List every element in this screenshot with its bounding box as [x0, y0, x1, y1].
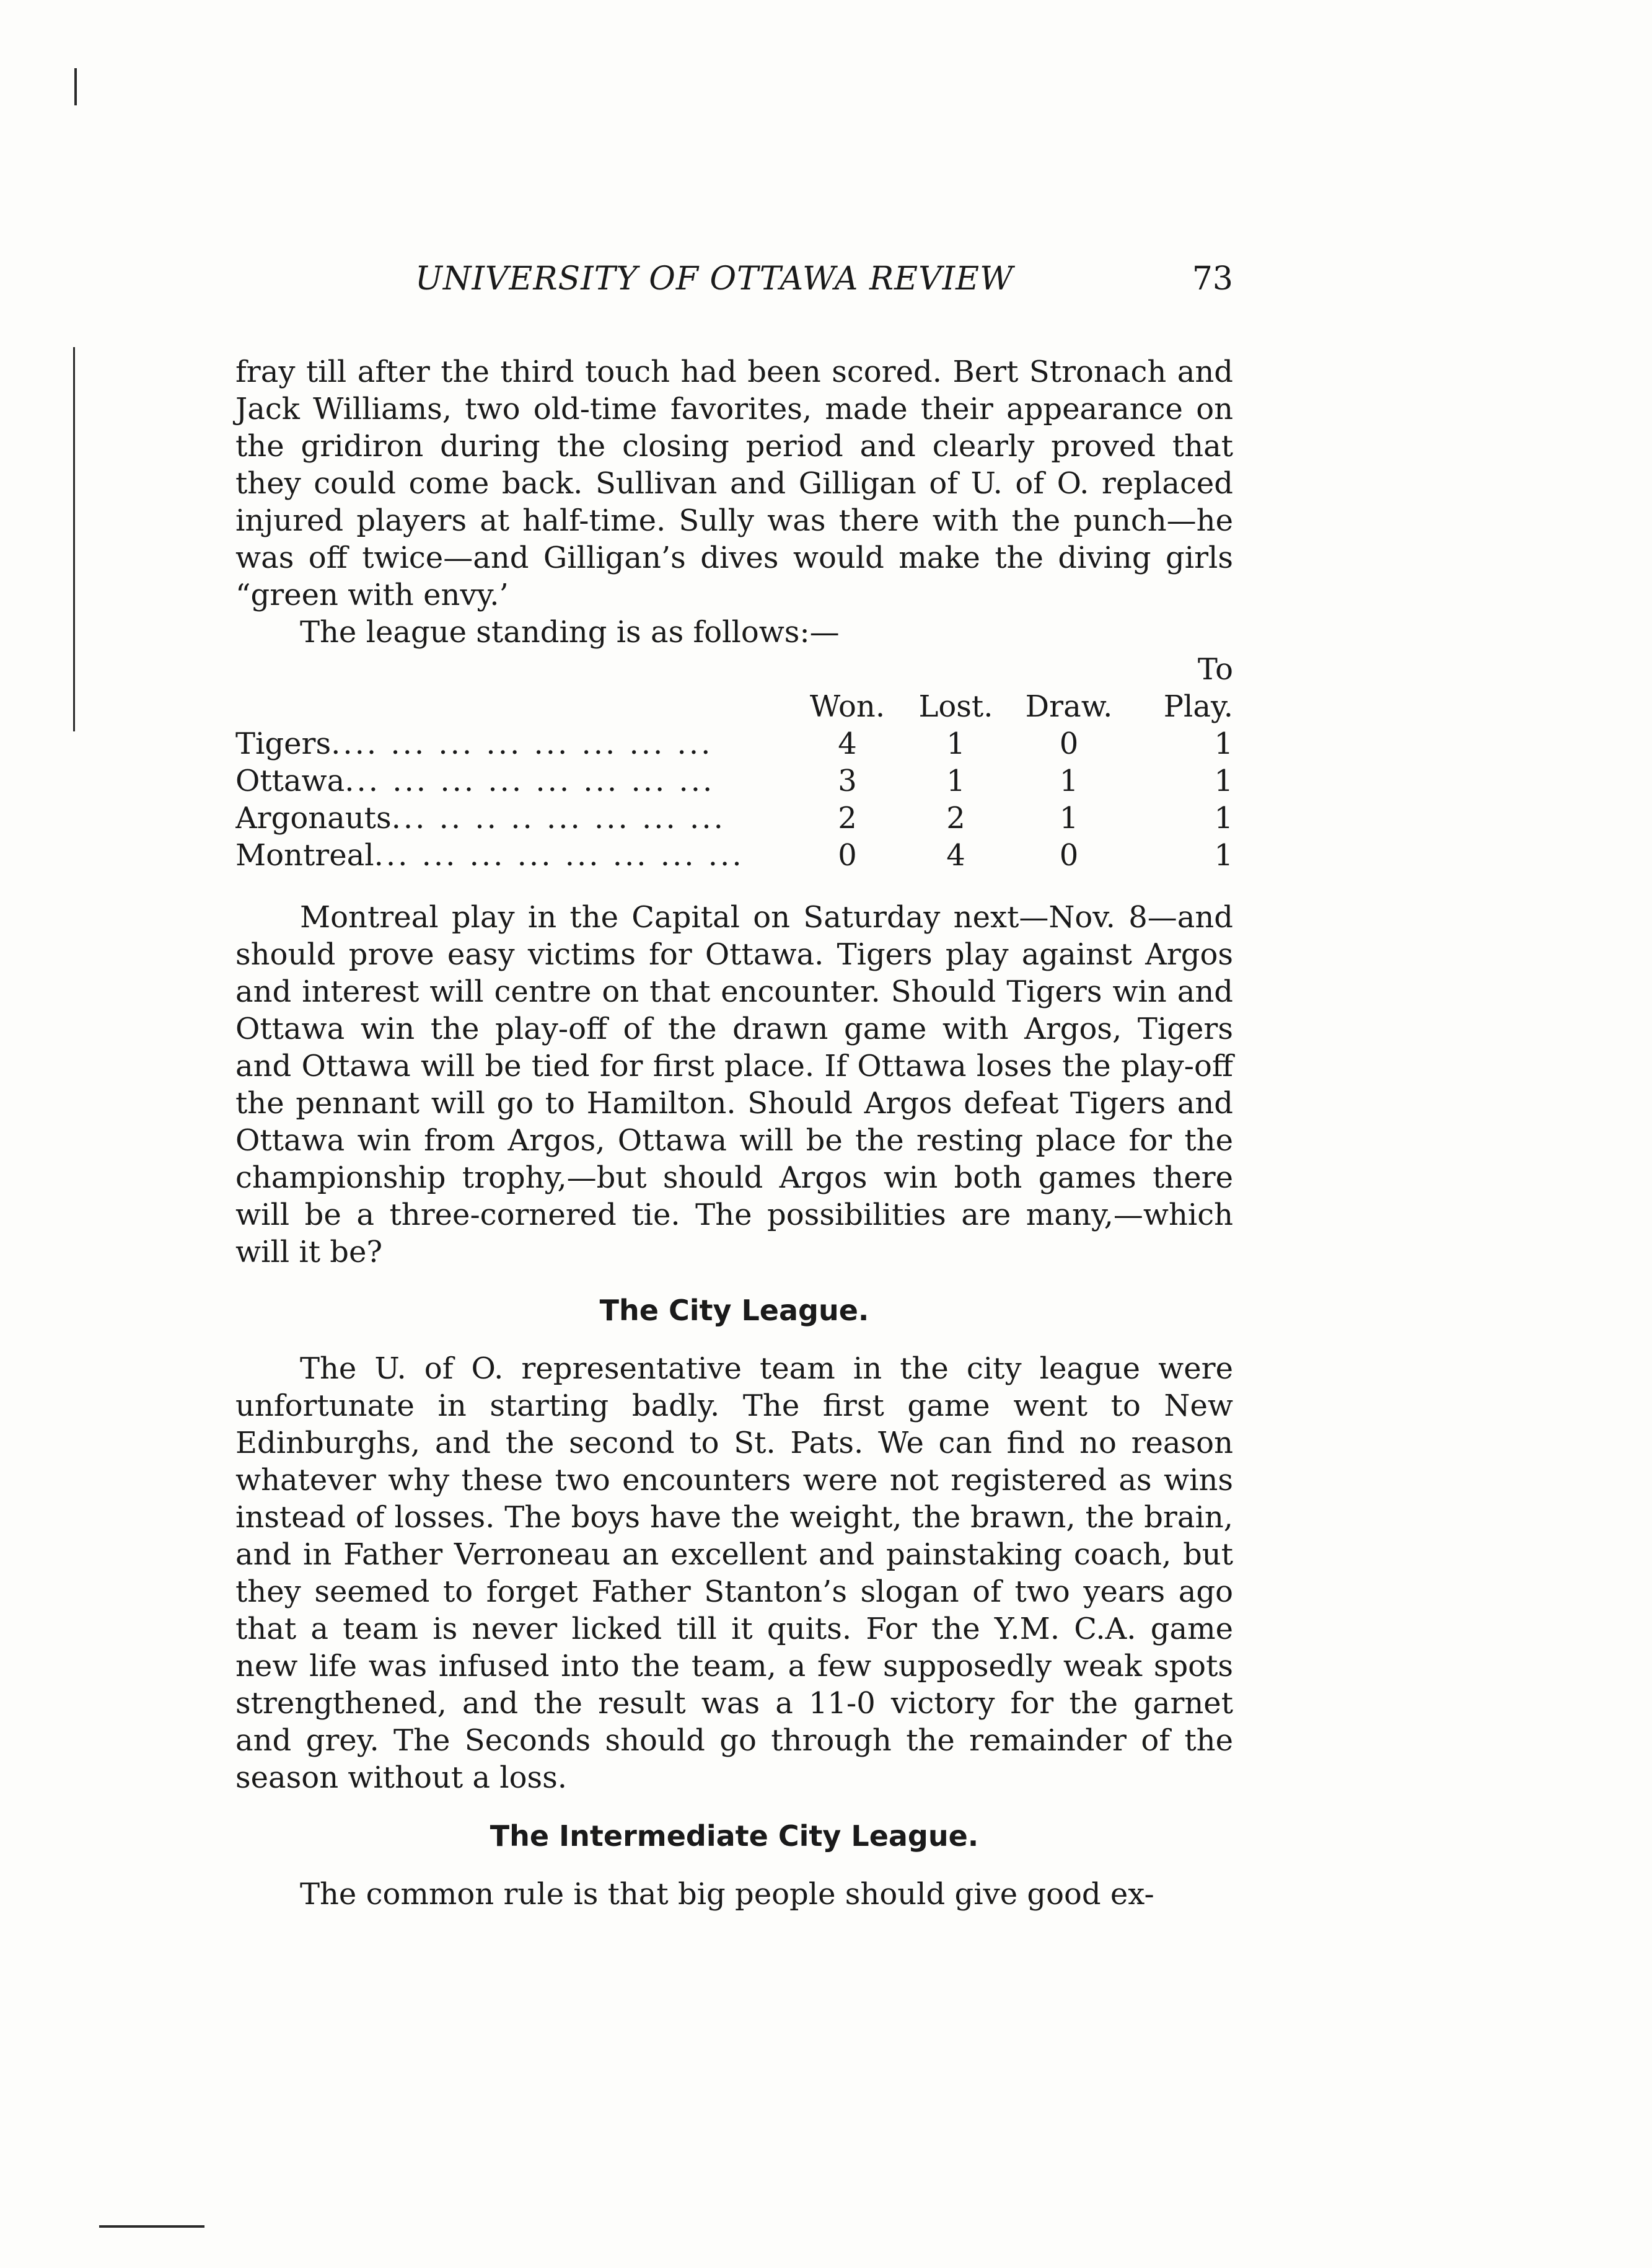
- team-name: Argonauts: [235, 801, 392, 836]
- won-cell: 3: [838, 764, 857, 798]
- won-cell: 4: [838, 726, 857, 761]
- column-header-lost: Lost.: [918, 689, 993, 724]
- section-heading-intermediate: The Intermediate City League.: [490, 1819, 979, 1853]
- draw-cell: 1: [1059, 764, 1079, 798]
- paragraph: The U. of O. representative team in the city league were unfortunate in starting badly. The first game went to New Edinburghs, and the second to St. Pats. We can find no reason whatever why these two encounters were not registered as wins instead of losses. The boys have the weight, the brawn, the brain, and in Father Verroneau an excellent and painstaking coach, but they seemed to forget Father Stanton’s slogan of two years ago that a team is never licked till it quits. For the Y.M. C.A. game new life was infused into the team, a few supposedly weak spots strengthened, and the result was a 11-0 victory for the garnet and grey. The Seconds should go through the remainder of the season without a loss.: [235, 1351, 1233, 1795]
- to-play-cell: 1: [1214, 726, 1233, 761]
- column-header-draw: Draw.: [1025, 689, 1113, 724]
- to-play-cell: 1: [1214, 838, 1233, 873]
- to-play-cell: 1: [1214, 801, 1233, 836]
- lost-cell: 4: [946, 838, 965, 873]
- league-standings-table: [235, 651, 1233, 874]
- dot-leaders: ... ... ... ... ... ... ... ...: [374, 838, 744, 873]
- dot-leaders: ... ... ... ... ... ... ... ...: [345, 764, 715, 798]
- dot-leaders: .... ... ... ... ... ... ... ...: [331, 726, 713, 761]
- paragraph: The common rule is that big people should give good ex-: [300, 1877, 1154, 1912]
- spacer: [235, 874, 1233, 899]
- column-header-to: To: [1197, 652, 1233, 687]
- running-head: UNIVERSITY OF OTTAWA REVIEW: [415, 260, 1014, 298]
- draw-cell: 0: [1059, 726, 1079, 761]
- paragraph: The league standing is as follows:—: [300, 615, 840, 650]
- table-header-row: [235, 688, 1233, 725]
- lost-cell: 1: [946, 764, 965, 798]
- page-header: [235, 260, 1233, 310]
- margin-mark: [74, 68, 77, 105]
- won-cell: 0: [838, 838, 857, 873]
- draw-cell: 0: [1059, 838, 1079, 873]
- paragraph: fray till after the third touch had been scored. Bert Stronach and Jack Williams, two old-time favorites, made their appearance on the gridiron during the closing period and clearly proved that they could come back. Sullivan and Gilligan of U. of O. replaced injured players at half-time. Sully was there with the punch—he was off twice—and Gilligan’s dives would make the diving girls “green with envy.’: [235, 355, 1233, 612]
- table-row: [235, 762, 1233, 800]
- won-cell: 2: [838, 801, 857, 836]
- column-header-play: Play.: [1163, 689, 1233, 724]
- page-number: 73: [1192, 260, 1233, 298]
- lost-cell: 2: [946, 801, 965, 836]
- team-name: Tigers: [235, 726, 332, 761]
- margin-mark: [73, 347, 75, 731]
- table-row: [235, 800, 1233, 837]
- team-name: Montreal: [235, 838, 374, 873]
- team-name: Ottawa: [235, 764, 345, 798]
- lost-cell: 1: [946, 726, 965, 761]
- table-header-row: [235, 651, 1233, 688]
- to-play-cell: 1: [1214, 764, 1233, 798]
- column-header-won: Won.: [809, 689, 885, 724]
- table-row: [235, 725, 1233, 762]
- paragraph: Montreal play in the Capital on Saturday next—Nov. 8—and should prove easy victims for Ottawa. Tigers play against Argos and interest will centre on that encounter. Should Tigers win and Ottawa win the play-off of the drawn game with Argos, Tigers and Ottawa will be tied for first place. If Ottawa loses the play-off the pennant will go to Hamilton. Should Argos defeat Tigers and Ottawa win from Argos, Ottawa will be the resting place for the championship trophy,—but should Argos win both games there will be a three-cornered tie. The possibilities are many,—which will it be?: [235, 900, 1233, 1269]
- draw-cell: 1: [1059, 801, 1079, 836]
- table-row: [235, 837, 1233, 874]
- text-column: [235, 353, 1233, 1913]
- margin-mark: [99, 2225, 204, 2228]
- dot-leaders: ... .. .. .. ... ... ... ...: [391, 801, 726, 836]
- section-heading-city-league: The City League.: [599, 1294, 869, 1327]
